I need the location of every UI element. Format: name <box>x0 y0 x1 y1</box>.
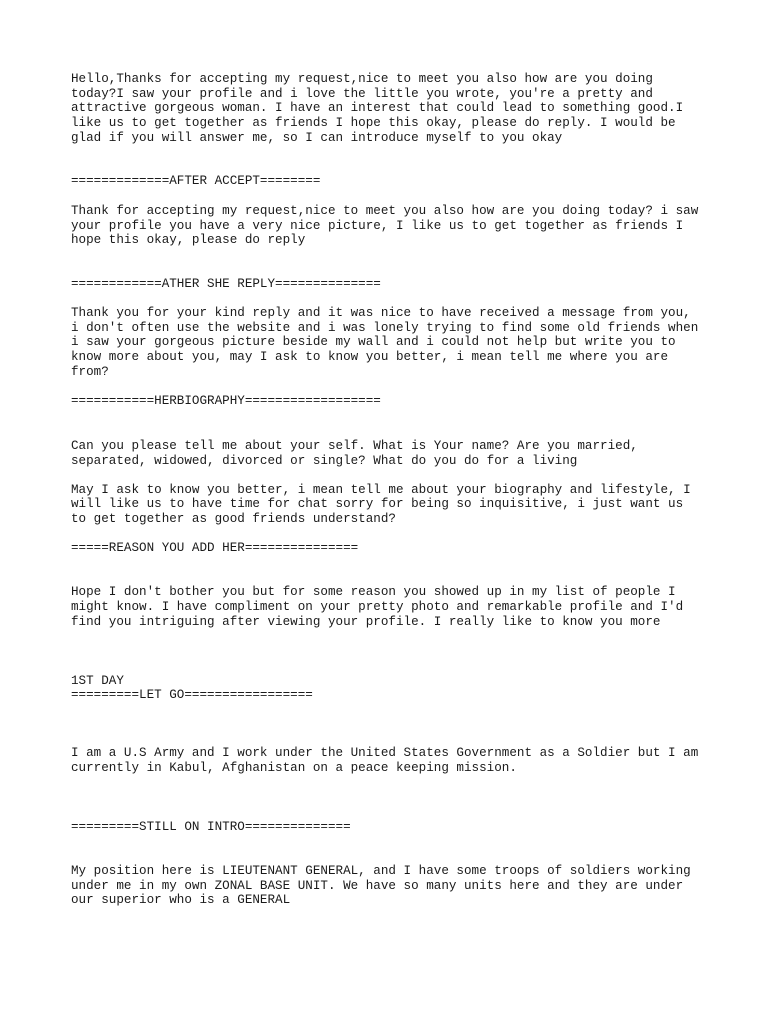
text-line: will like us to have time for chat sorry for being so inquisitive, i just want us <box>71 497 684 511</box>
text-line: our superior who is a GENERAL <box>71 893 291 907</box>
text-line: currently in Kabul, Afghanistan on a peace keeping mission. <box>71 761 517 775</box>
text-line: attractive gorgeous woman. I have an interest that could lead to something good.I <box>71 101 684 115</box>
text-line: might know. I have compliment on your pretty photo and remarkable profile and I'd <box>71 600 684 614</box>
text-line: today?I saw your profile and i love the little you wrote, you're a pretty and <box>71 87 653 101</box>
text-line: know more about you, may I ask to know you better, i mean tell me where you are <box>71 350 669 364</box>
text-line: separated, widowed, divorced or single? What do you do for a living <box>71 454 578 468</box>
text-line: glad if you will answer me, so I can introduce myself to you okay <box>71 131 563 145</box>
text-line: Can you please tell me about your self. What is Your name? Are you married, <box>71 439 638 453</box>
section-divider-heading: =========LET GO================= <box>71 688 313 702</box>
section-divider-heading: =========STILL ON INTRO============== <box>71 820 351 834</box>
text-line: Hope I don't bother you but for some reason you showed up in my list of people I <box>71 585 676 599</box>
text-line: under me in my own ZONAL BASE UNIT. We have so many units here and they are under <box>71 879 684 893</box>
text-line: your profile you have a very nice picture, I like us to get together as friends I <box>71 219 684 233</box>
section-divider-heading: ============ATHER SHE REPLY============== <box>71 277 381 291</box>
text-line: hope this okay, please do reply <box>71 233 306 247</box>
text-line: May I ask to know you better, i mean tell me about your biography and lifestyle, I <box>71 483 691 497</box>
text-line: to get together as good friends understand? <box>71 512 396 526</box>
section-divider-heading: =====REASON YOU ADD HER=============== <box>71 541 359 555</box>
text-line: My position here is LIEUTENANT GENERAL, and I have some troops of soldiers working <box>71 864 691 878</box>
text-line: Thank you for your kind reply and it was nice to have received a message from you, <box>71 306 691 320</box>
text-line: Hello,Thanks for accepting my request,nice to meet you also how are you doing <box>71 72 653 86</box>
day-label: 1ST DAY <box>71 674 124 688</box>
text-line: i saw your gorgeous picture beside my wall and i could not help but write you to <box>71 335 676 349</box>
section-divider-heading: =============AFTER ACCEPT======== <box>71 174 321 188</box>
text-line: like us to get together as friends I hope this okay, please do reply. I would be <box>71 116 676 130</box>
section-divider-heading: ===========HERBIOGRAPHY================== <box>71 394 381 408</box>
text-line: from? <box>71 365 109 379</box>
text-line: I am a U.S Army and I work under the United States Government as a Soldier but I am <box>71 746 699 760</box>
text-line: Thank for accepting my request,nice to meet you also how are you doing today? i saw <box>71 204 699 218</box>
text-line: i don't often use the website and i was lonely trying to find some old friends when <box>71 321 699 335</box>
text-line: find you intriguing after viewing your profile. I really like to know you more <box>71 615 661 629</box>
